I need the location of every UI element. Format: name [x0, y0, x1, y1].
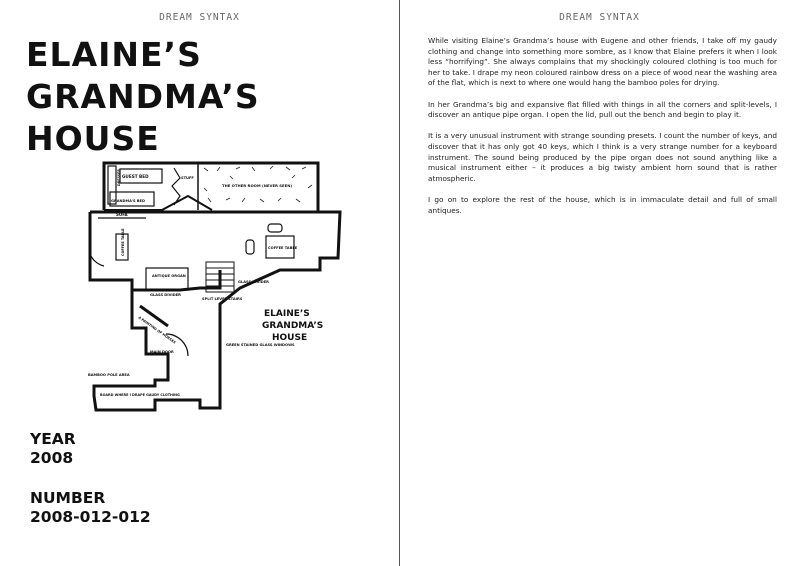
- title-line-3: HOUSE: [26, 119, 160, 158]
- label-antique-organ: ANTIQUE ORGAN: [152, 274, 186, 278]
- sofa-curve: [90, 254, 104, 266]
- plan-title-line-1: ELAINE’S: [264, 309, 310, 319]
- page-title: [26, 34, 260, 160]
- label-split-level-stairs: SPLIT LEVEL STAIRS: [202, 297, 243, 301]
- label-bamboo-pole-area: BAMBOO POLE AREA: [88, 373, 130, 377]
- label-other-room: THE OTHER ROOM (NEVER SEEN): [222, 183, 293, 188]
- title-line-1: ELAINE’S: [26, 35, 202, 74]
- label-painting-of-horses: A PAINTING OF HORSES: [137, 315, 177, 345]
- living-room-wall-left: [90, 212, 220, 290]
- plan-title-line-2: GRANDMA’S: [262, 321, 324, 331]
- floor-plan-drawing: [80, 158, 360, 433]
- label-guest-bed: GUEST BED: [122, 174, 149, 179]
- label-board-gaudy-clothing: BOARD WHERE I DRAPE GAUDY CLOTHING: [100, 393, 180, 397]
- label-stuff: STUFF: [181, 176, 194, 180]
- story-paragraph-4: I go on to explore the rest of the house, which is in immaculate detail and full of small antiques.: [428, 194, 777, 215]
- stool-shape: [268, 224, 282, 232]
- story-text: [428, 36, 777, 227]
- story-paragraph-3: It is a very unusual instrument with strange sounding presets. I count the number of keys, and discover that it has only got 40 keys, which I think is a very strange number for a keyboard instrument. The sound being produced by the pipe organ does not sound anything like a musical instrument either – it produces a big twisty ambient horn sound that is rather atmospheric.: [428, 131, 777, 183]
- chair-shape: [246, 240, 254, 254]
- year-label: YEAR: [30, 430, 76, 448]
- stuff-pile-outline: [172, 168, 180, 205]
- label-coffee-table-left: COFFEE TABLE: [121, 228, 125, 256]
- label-grandmas-bed: GRANDMA'S BED: [111, 199, 145, 203]
- title-line-2: GRANDMA’S: [26, 77, 260, 116]
- number-block: [30, 489, 151, 527]
- left-page: [0, 0, 399, 566]
- antique-organ-shape: [146, 268, 188, 290]
- story-paragraph-1: While visiting Elaine’s Grandma’s house with Eugene and other friends, I take off my gaudy clothing and change into something more sombre, as I know that Elaine prefers it when I look less “horrifying”. She always complains that my shockingly coloured clothing is too much for her to take. I drape my neon coloured rainbow dress on a piece of wood near the washing area of the flat, which is next to where one would hang the bamboo poles for drying.: [428, 36, 777, 88]
- number-value: 2008-012-012: [30, 508, 151, 526]
- plan-title-line-3: HOUSE: [272, 333, 308, 343]
- label-glass-divider-left: GLASS DIVIDER: [150, 293, 181, 297]
- label-coffee-table-right: COFFEE TABLE: [268, 246, 298, 250]
- story-paragraph-2: In her Grandma’s big and expansive flat filled with things in all the corners and split-levels, I discover an antique pipe organ. I open the lid, pull out the bench and begin to play it.: [428, 99, 777, 120]
- label-main-door: MAIN DOOR: [150, 350, 174, 354]
- label-glass-divider-right: GLASS DIVIDER: [238, 280, 269, 284]
- year-block: [30, 430, 76, 468]
- year-value: 2008: [30, 449, 74, 467]
- floor-plan: [80, 158, 360, 433]
- running-header-right: DREAM SYNTAX: [559, 12, 640, 23]
- label-green-stained-windows: GREEN STAINED GLASS WINDOWS: [226, 343, 295, 347]
- label-sofa: SOFA: [116, 212, 128, 217]
- running-header-left: DREAM SYNTAX: [159, 12, 240, 23]
- label-dresser: DRESSER: [117, 169, 121, 186]
- number-label: NUMBER: [30, 489, 106, 507]
